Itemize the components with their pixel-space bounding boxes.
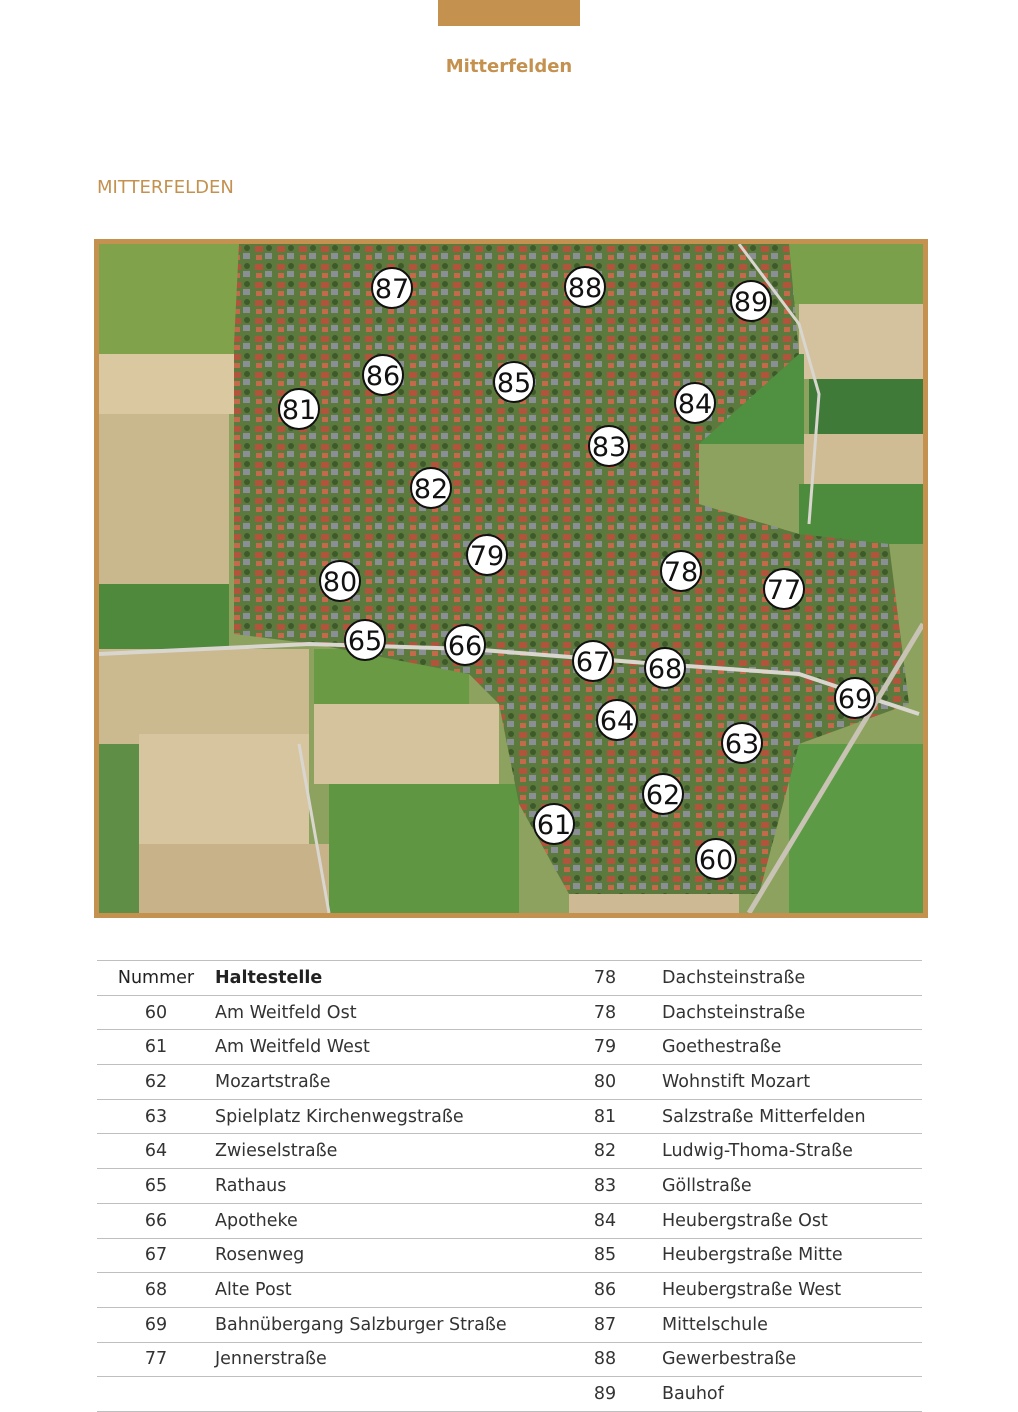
field — [99, 744, 139, 913]
stop-name: Ludwig-Thoma-Straße — [662, 1134, 922, 1169]
stop-marker-label: 77 — [766, 575, 802, 606]
stop-marker — [643, 774, 683, 814]
stop-marker-label: 67 — [575, 647, 611, 678]
stop-marker-label: 68 — [647, 654, 683, 685]
stop-marker — [645, 648, 685, 688]
table-row — [97, 1030, 922, 1065]
page-title: Mitterfelden — [445, 56, 573, 77]
stop-marker — [467, 535, 507, 575]
stop-marker-label: 62 — [645, 780, 681, 811]
stop-name: Gewerbestraße — [662, 1342, 922, 1377]
field — [804, 434, 923, 484]
stop-name: Am Weitfeld Ost — [215, 995, 548, 1030]
stop-marker — [589, 426, 629, 466]
stop-marker-label: 63 — [724, 729, 760, 760]
stop-number: 64 — [97, 1134, 215, 1169]
stop-marker — [279, 389, 319, 429]
stop-number: 65 — [97, 1169, 215, 1204]
stop-marker-label: 86 — [365, 361, 401, 392]
stop-number: 68 — [97, 1273, 215, 1308]
stop-name: Salzstraße Mitterfelden — [662, 1099, 922, 1134]
stop-name: Zwieselstraße — [215, 1134, 548, 1169]
stop-number: 77 — [97, 1342, 215, 1377]
top-accent-tab — [438, 0, 580, 26]
stop-marker — [411, 468, 451, 508]
column-header-stop: Haltestelle — [215, 961, 548, 996]
field — [99, 414, 229, 584]
column-header-number: Nummer — [97, 961, 215, 996]
field — [789, 744, 923, 913]
map-canvas — [99, 244, 923, 913]
stop-marker-label: 79 — [469, 541, 505, 572]
table-row — [97, 995, 922, 1030]
stop-number: 78 — [548, 961, 662, 996]
field — [139, 734, 309, 844]
stop-marker — [597, 700, 637, 740]
stop-number: 80 — [548, 1065, 662, 1100]
stop-number: 87 — [548, 1307, 662, 1342]
stop-name: Dachsteinstraße — [662, 995, 922, 1030]
stop-number: 66 — [97, 1203, 215, 1238]
stop-number — [97, 1377, 215, 1412]
stop-marker — [696, 839, 736, 879]
stop-name: Rosenweg — [215, 1238, 548, 1273]
stop-name: Bauhof — [662, 1377, 922, 1412]
stop-name — [215, 1377, 548, 1412]
stop-marker-label: 64 — [599, 706, 635, 737]
stop-marker-label: 65 — [347, 626, 383, 657]
stop-marker — [661, 551, 701, 591]
stop-number: 78 — [548, 995, 662, 1030]
stop-marker-label: 78 — [663, 557, 699, 588]
stop-marker-label: 83 — [591, 432, 627, 463]
stop-marker — [345, 620, 385, 660]
stop-marker-label: 85 — [496, 368, 532, 399]
stop-marker — [445, 625, 485, 665]
stop-name: Am Weitfeld West — [215, 1030, 548, 1065]
stop-number: 79 — [548, 1030, 662, 1065]
field — [99, 244, 239, 354]
section-heading: MITTERFELDEN — [97, 177, 234, 198]
stop-marker-label: 80 — [322, 567, 358, 598]
table-row — [97, 1342, 922, 1377]
stop-marker-label: 89 — [733, 287, 769, 318]
stop-marker — [565, 267, 605, 307]
stop-number: 81 — [548, 1099, 662, 1134]
stop-number: 89 — [548, 1377, 662, 1412]
stop-number: 83 — [548, 1169, 662, 1204]
stop-marker-label: 82 — [413, 474, 449, 505]
stop-name: Heubergstraße West — [662, 1273, 922, 1308]
stop-name: Bahnübergang Salzburger Straße — [215, 1307, 548, 1342]
table-row — [97, 1203, 922, 1238]
stop-number: 85 — [548, 1238, 662, 1273]
stop-marker-label: 69 — [837, 684, 873, 715]
stop-number: 61 — [97, 1030, 215, 1065]
field — [799, 484, 923, 544]
stop-name: Heubergstraße Mitte — [662, 1238, 922, 1273]
stop-marker — [320, 561, 360, 601]
table-row — [97, 1134, 922, 1169]
stop-name: Rathaus — [215, 1169, 548, 1204]
stop-marker-label: 81 — [281, 395, 317, 426]
stop-number: 69 — [97, 1307, 215, 1342]
field — [99, 649, 309, 744]
stop-marker-label: 61 — [536, 810, 572, 841]
stop-marker — [573, 641, 613, 681]
stop-name: Jennerstraße — [215, 1342, 548, 1377]
stop-marker — [835, 678, 875, 718]
field — [314, 704, 499, 784]
stop-name: Dachsteinstraße — [662, 961, 922, 996]
stop-name: Wohnstift Mozart — [662, 1065, 922, 1100]
stop-number: 63 — [97, 1099, 215, 1134]
field — [99, 354, 239, 414]
stop-marker — [675, 383, 715, 423]
aerial-map — [94, 239, 928, 918]
table-header-row — [97, 961, 922, 996]
field — [799, 304, 923, 379]
stop-name: Goethestraße — [662, 1030, 922, 1065]
stop-number: 67 — [97, 1238, 215, 1273]
stop-name: Apotheke — [215, 1203, 548, 1238]
stop-marker — [363, 355, 403, 395]
stop-name: Mittelschule — [662, 1307, 922, 1342]
stop-marker — [534, 804, 574, 844]
table-row — [97, 1065, 922, 1100]
stop-marker-label: 84 — [677, 389, 713, 420]
table-row — [97, 1273, 922, 1308]
stop-number: 62 — [97, 1065, 215, 1100]
stop-marker — [494, 362, 534, 402]
stop-number: 86 — [548, 1273, 662, 1308]
field — [99, 584, 229, 649]
stop-name: Spielplatz Kirchenwegstraße — [215, 1099, 548, 1134]
field — [329, 784, 519, 913]
table-row — [97, 1377, 922, 1412]
stop-marker-label: 87 — [374, 274, 410, 305]
stop-number: 84 — [548, 1203, 662, 1238]
field — [809, 379, 923, 434]
stop-name: Göllstraße — [662, 1169, 922, 1204]
stop-number: 82 — [548, 1134, 662, 1169]
stop-marker-label: 88 — [567, 273, 603, 304]
stop-name: Alte Post — [215, 1273, 548, 1308]
stop-number: 60 — [97, 995, 215, 1030]
table-row — [97, 1169, 922, 1204]
table-row — [97, 1238, 922, 1273]
field — [779, 244, 923, 304]
table-row — [97, 1099, 922, 1134]
stop-name: Heubergstraße Ost — [662, 1203, 922, 1238]
stop-marker-label: 66 — [447, 631, 483, 662]
table-row — [97, 1307, 922, 1342]
stop-marker — [731, 281, 771, 321]
stop-marker — [764, 569, 804, 609]
stop-marker — [722, 723, 762, 763]
stop-name: Mozartstraße — [215, 1065, 548, 1100]
stop-number: 88 — [548, 1342, 662, 1377]
stop-marker — [372, 268, 412, 308]
stop-marker-label: 60 — [698, 845, 734, 876]
stop-table — [97, 960, 922, 1412]
